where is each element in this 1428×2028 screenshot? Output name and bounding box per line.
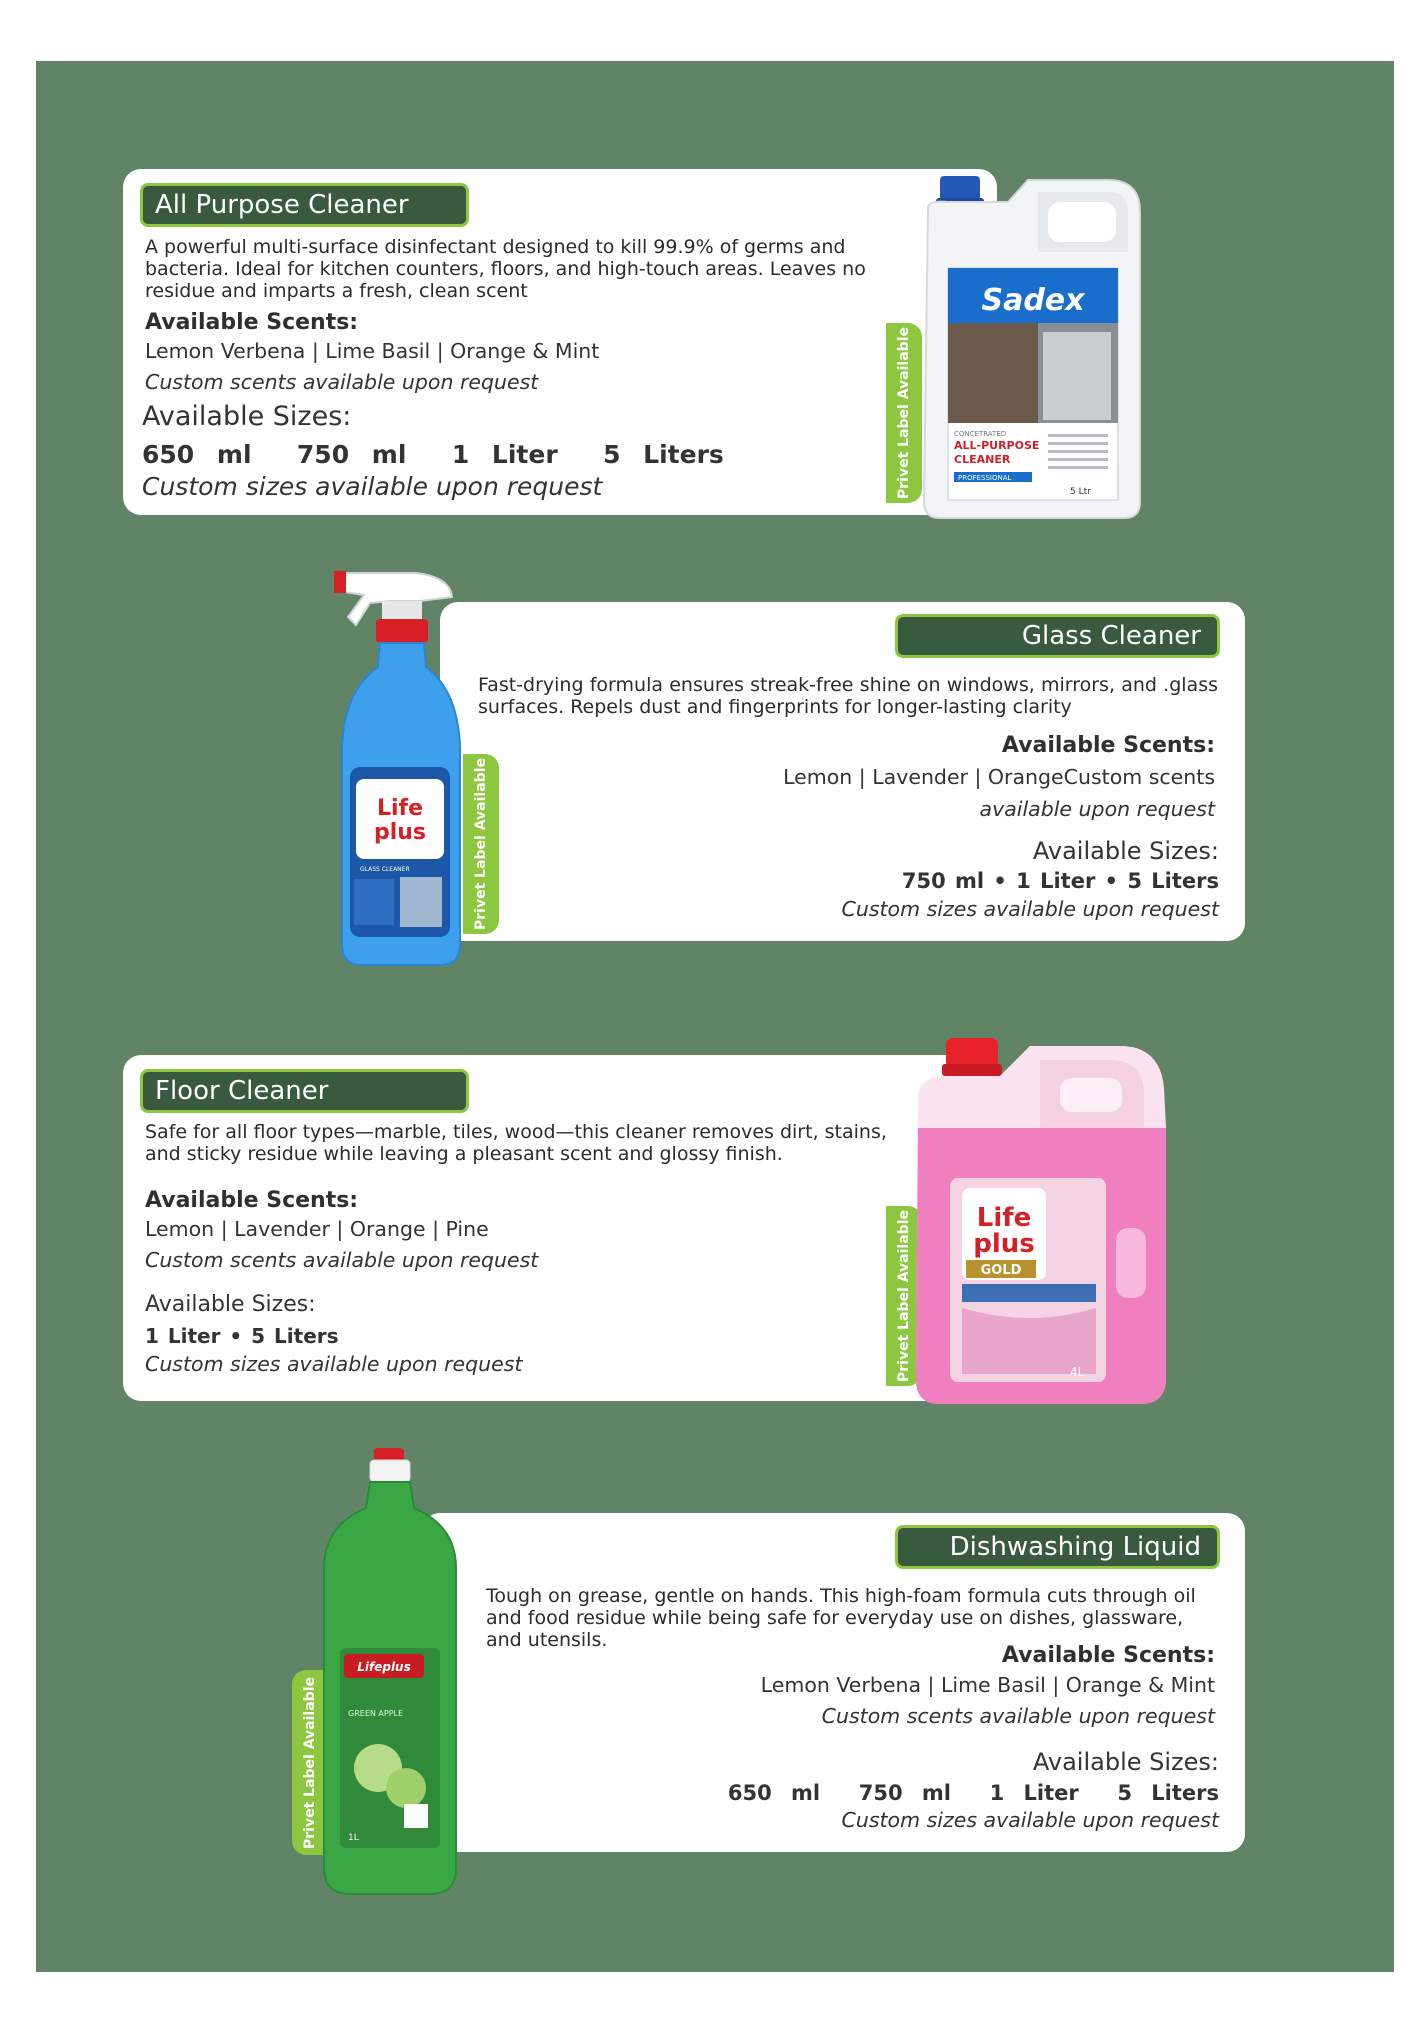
product-description: Fast-drying formula ensures streak-free shine on windows, mirrors, and .glass surfaces. Repels dust and fingerprints for longer-lasting clarity [478,674,1218,718]
custom-scents-note: available upon request [979,797,1215,821]
sizes-heading: Available Sizes: [1032,837,1219,865]
scents-heading: Available Scents: [1001,733,1215,758]
scents-heading: Available Scents: [145,1188,359,1213]
jerrycan-bottle-icon [918,172,1148,522]
spray-bottle-icon [330,567,470,967]
scents-heading: Available Scents: [145,310,359,335]
product-title-tag: All Purpose Cleaner [140,183,469,227]
private-label-badge: Privet Label Available [463,754,499,934]
svg-text:1L: 1L [348,1833,359,1843]
custom-scents-note: Custom scents available upon request [145,370,539,394]
product-title-tag: Floor Cleaner [140,1069,469,1113]
product-title-tag: Glass Cleaner [895,614,1220,658]
svg-text:PROFESSIONAL: PROFESSIONAL [958,474,1012,482]
svg-text:Lifeplus: Lifeplus [357,1660,411,1674]
scents-list: Lemon Verbena | Lime Basil | Orange & Mint [760,1673,1215,1697]
custom-sizes-note: Custom sizes available upon request [841,897,1219,921]
sizes-list: 1 Liter • 5 Liters [145,1324,339,1348]
custom-sizes-note: Custom sizes available upon request [145,1352,523,1376]
svg-text:GREEN APPLE: GREEN APPLE [348,1709,404,1718]
sizes-list: 750 ml • 1 Liter • 5 Liters [901,869,1219,893]
product-description: Safe for all floor types—marble, tiles, wood—this cleaner removes dirt, stains, and sticky residue while leaving a pleasant scent and glossy finish. [145,1121,887,1165]
scents-heading: Available Scents: [1001,1643,1215,1668]
custom-scents-note: Custom scents available upon request [145,1248,539,1272]
svg-text:CONCETRATED: CONCETRATED [954,430,1007,438]
scents-list: Lemon | Lavender | Orange | Pine [145,1217,489,1241]
svg-text:Sadex: Sadex [981,283,1085,318]
product-description: A powerful multi-surface disinfectant designed to kill 99.9% of germs and bacteria. Ideal for kitchen counters, floors, and high-touch areas. Leaves no residue and imparts a fresh, clean scent [145,236,866,302]
product-title-tag: Dishwashing Liquid [895,1525,1220,1569]
custom-sizes-note: Custom sizes available upon request [142,472,603,501]
private-label-badge: Privet Label Available [886,323,922,503]
svg-text:CLEANER: CLEANER [954,453,1011,466]
sizes-heading: Available Sizes: [145,1292,316,1317]
scents-list: Lemon Verbena | Lime Basil | Orange & Mint [145,339,600,363]
svg-text:4L: 4L [1070,1365,1085,1379]
svg-text:Life: Life [976,1203,1032,1233]
private-label-badge: Privet Label Available [292,1670,328,1855]
sizes-heading: Available Sizes: [142,401,352,432]
svg-text:5 Ltr: 5 Ltr [1070,487,1091,497]
sizes-list: 650 ml 750 ml 1 Liter 5 Liters [142,440,724,469]
custom-sizes-note: Custom sizes available upon request [841,1808,1219,1832]
scents-list: Lemon | Lavender | OrangeCustom scents [783,765,1215,789]
custom-scents-note: Custom scents available upon request [821,1704,1215,1728]
product-description: Tough on grease, gentle on hands. This high-foam formula cuts through oil and food residue while being safe for everyday use on dishes, glassware, and utensils. [486,1585,1196,1651]
dish-soap-bottle-icon [318,1448,462,1898]
sizes-heading: Available Sizes: [1032,1748,1219,1776]
sizes-list: 650 ml 750 ml 1 Liter 5 Liters [727,1781,1219,1805]
svg-text:GOLD: GOLD [980,1263,1022,1278]
svg-text:ALL-PURPOSE: ALL-PURPOSE [954,439,1040,452]
svg-text:plus: plus [973,1229,1035,1259]
svg-text:GLASS CLEANER: GLASS CLEANER [360,866,410,873]
svg-text:plus: plus [373,820,427,845]
jerrycan-bottle-icon [910,1038,1170,1408]
private-label-badge: Privet Label Available [886,1206,922,1386]
svg-text:Life: Life [376,796,424,821]
